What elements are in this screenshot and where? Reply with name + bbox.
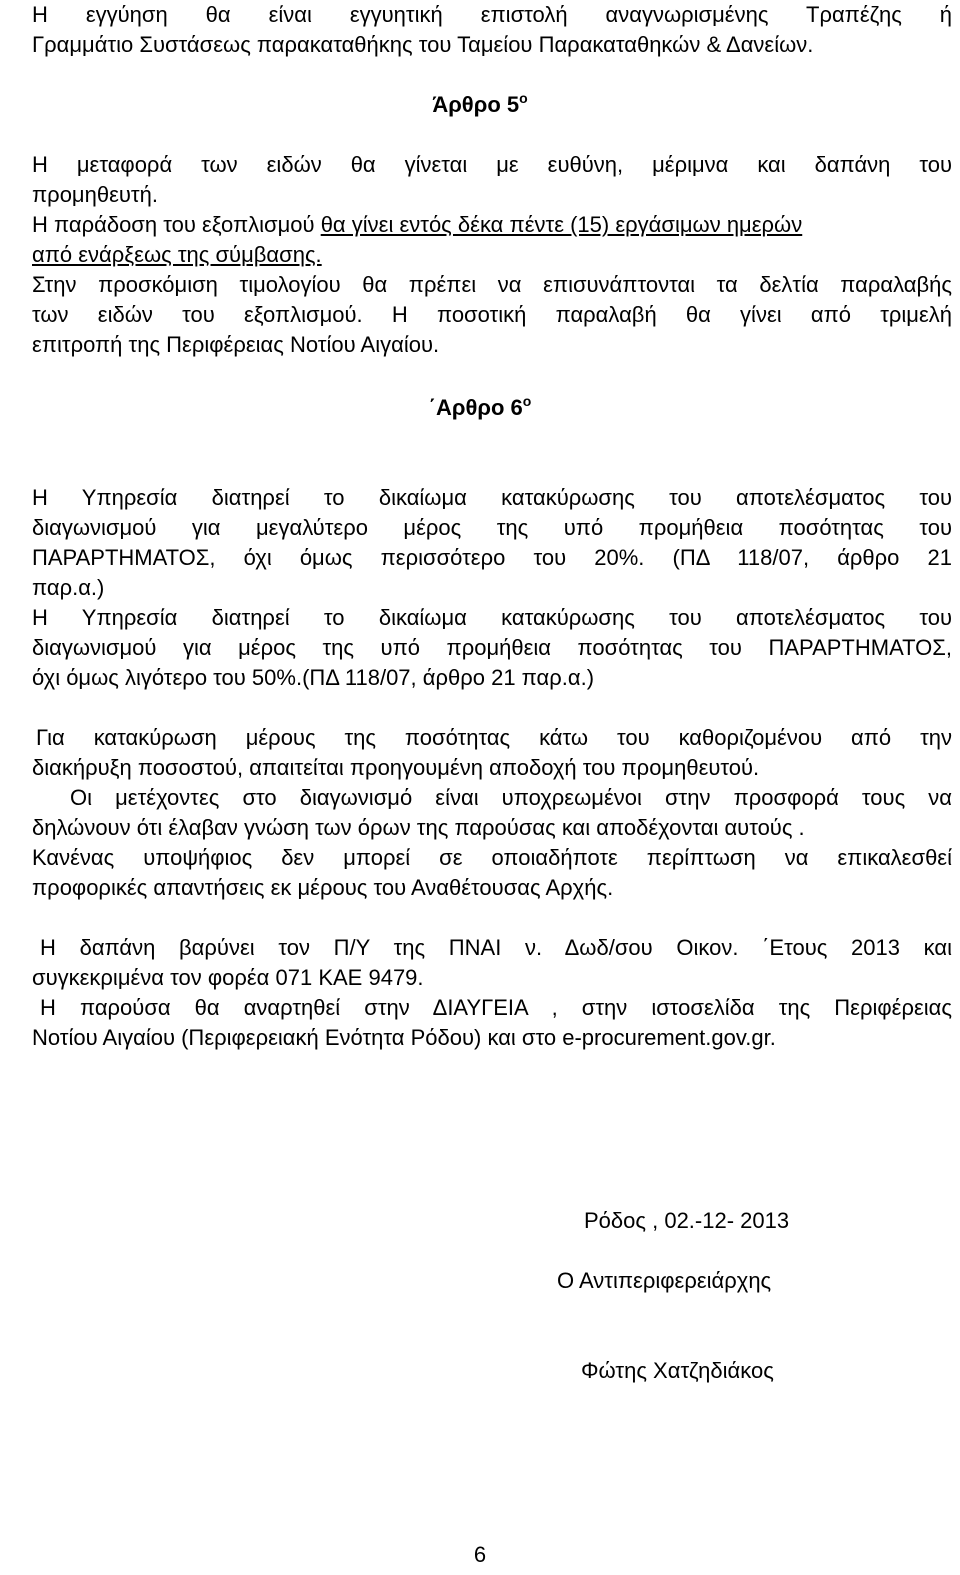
text-line: Η μεταφορά των ειδών θα γίνεται με ευθύνη, μέριμνα και δαπάνη του [32,152,952,177]
text-line: Κανένας υποψήφιος δεν μπορεί σε οποιαδήποτε περίπτωση να επικαλεσθεί [32,845,952,870]
ordinal-superscript: ο [519,90,528,106]
text-line: Νοτίου Αιγαίου (Περιφερειακή Ενότητα Ρόδου) και στο e-procurement.gov.gr. [32,1025,776,1050]
place-date: Ρόδος , 02.-12- 2013 [584,1208,790,1233]
article-6-publication-paragraph [32,993,952,1053]
text-line: Στην προσκόμιση τιμολογίου θα πρέπει να επισυνάπτονται τα δελτία παραλαβής [32,272,952,297]
text-line: συγκεκριμένα τον φορέα 071 ΚΑΕ 9479. [32,965,424,990]
signatory-role: Ο Αντιπεριφερειάρχης [557,1268,772,1293]
article-6-expense-paragraph [32,933,952,993]
article-5-transport-paragraph [32,150,952,210]
text-line: Η Υπηρεσία διατηρεί το δικαίωμα κατακύρωσης του αποτελέσματος του [32,605,952,630]
article-6-oral-answers-paragraph [32,843,952,903]
text-line: Οι μετέχοντες στο διαγωνισμό είναι υποχρεωμένοι στην προσφορά τους να [70,785,952,810]
text-line: ΠΑΡΑΡΤΗΜΑΤΟΣ, όχι όμως περισσότερο του 20%. (ΠΔ 118/07, άρθρο 21 [32,545,952,570]
article-6-title: ΄Αρθρο 6 [428,395,523,420]
text-span: Η παράδοση του εξοπλισμού [32,212,321,237]
article-6-award-part-paragraph [32,603,952,693]
text-line: όχι όμως λιγότερο του 50%.(ΠΔ 118/07, άρθρο 21 παρ.α.) [32,665,595,690]
text-line: δηλώνουν ότι έλαβαν γνώση των όρων της παρούσας και αποδέχονται αυτούς . [32,815,805,840]
signatory-name: Φώτης Χατζηδιάκος [581,1358,774,1383]
text-line: Η Υπηρεσία διατηρεί το δικαίωμα κατακύρωσης του αποτελέσματος του [32,485,952,510]
text-line: των ειδών του εξοπλισμού. Η ποσοτική παραλαβή θα γίνει από τριμελή [32,302,952,327]
text-line: Γραμμάτιο Συστάσεως παρακαταθήκης του Ταμείου Παρακαταθηκών & Δανείων. [32,32,814,57]
text-line: Η παρούσα θα αναρτηθεί στην ΔΙΑΥΓΕΙΑ , στην ιστοσελίδα της Περιφέρειας [40,995,952,1020]
article-5-invoice-paragraph [32,270,952,360]
article-6-award-larger-paragraph [32,483,952,603]
text-line: προμηθευτή. [32,182,158,207]
text-line: παρ.α.) [32,575,105,600]
guarantee-paragraph [32,0,952,60]
text-line: Για κατακύρωση μέρους της ποσότητας κάτω του καθοριζομένου από την [36,725,952,750]
text-line: Η εγγύηση θα είναι εγγυητική επιστολή αναγνωρισμένης Τραπέζης ή [32,2,952,27]
article-5-delivery-paragraph [32,210,952,270]
article-5-title: Άρθρο 5 [432,92,520,117]
text-line [32,210,952,240]
page-number: 6 [473,1542,487,1567]
text-line: διαγωνισμού για μεγαλύτερο μέρος της υπό προμήθεια ποσότητας του [32,515,952,540]
article-6-consent-paragraph [32,723,952,783]
ordinal-superscript: ο [522,393,532,409]
text-line: Η δαπάνη βαρύνει τον Π/Υ της ΠΝΑΙ ν. Δωδ/σου Οικον. ΄Ετους 2013 και [40,935,952,960]
underlined-text: θα γίνει εντός δέκα πέντε (15) εργάσιμων ημερών [320,212,803,237]
text-line: προφορικές απαντήσεις εκ μέρους του Αναθέτουσας Αρχής. [32,875,614,900]
text-line: διακήρυξη ποσοστού, απαιτείται προηγουμένη αποδοχή του προμηθευτού. [32,755,760,780]
article-6-declaration-paragraph [32,783,952,843]
text-line: επιτροπή της Περιφέρειας Νοτίου Αιγαίου. [32,332,440,357]
article-6-heading [0,393,960,423]
article-5-heading [0,90,960,120]
underlined-text: από ενάρξεως της σύμβασης. [32,242,322,267]
text-line: διαγωνισμού για μέρος της υπό προμήθεια ποσότητας του ΠΑΡΑΡΤΗΜΑΤΟΣ, [32,635,952,660]
